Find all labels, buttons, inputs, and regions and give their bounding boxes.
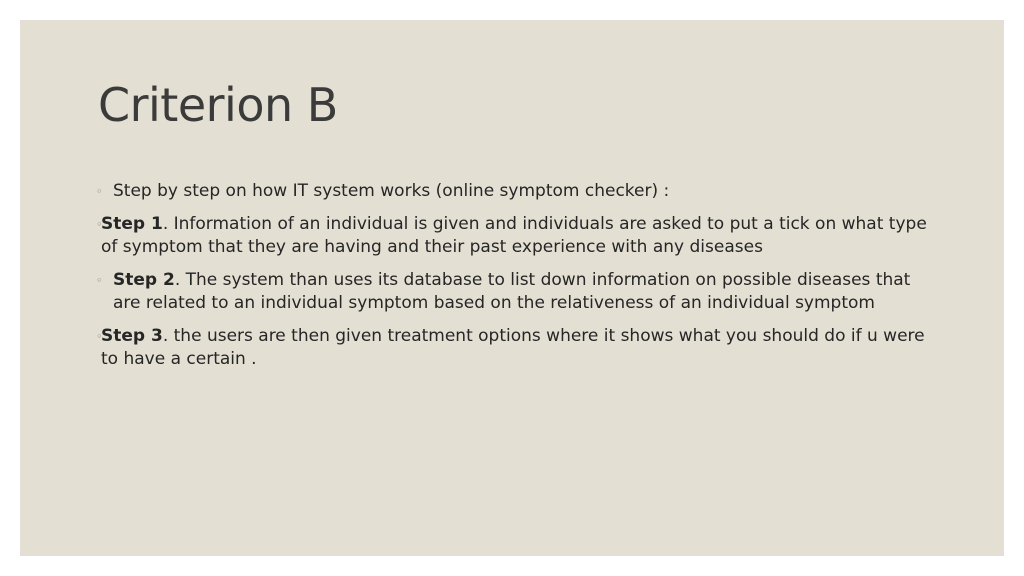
- bullet-text: . Information of an individual is given and individuals are asked to put a tick on what type of symptom that they are having and their past experience with any diseases: [101, 214, 927, 257]
- bullet-step-3: [96, 325, 936, 371]
- bullet-circle-icon: ◦: [96, 218, 103, 231]
- step-label: Step 1: [101, 214, 163, 234]
- bullet-text: . the users are then given treatment options where it shows what you should do if u were to have a certain .: [101, 326, 925, 369]
- bullet-list: [96, 180, 936, 381]
- step-label: Step 3: [101, 326, 163, 346]
- bullet-intro: [96, 180, 936, 203]
- bullet-circle-icon: ◦: [96, 185, 103, 198]
- bullet-step-1: [96, 213, 936, 259]
- bullet-text: . The system than uses its database to list down information on possible diseases that are related to an individual symptom based on the relativeness of an individual symptom: [113, 270, 911, 313]
- bullet-step-2: [96, 269, 936, 315]
- slide-title: Criterion B: [98, 78, 338, 132]
- bullet-circle-icon: ◦: [96, 330, 103, 343]
- slide: [20, 20, 1004, 556]
- step-label: Step 2: [113, 270, 175, 290]
- bullet-circle-icon: ◦: [96, 274, 103, 287]
- bullet-text: Step by step on how IT system works (online symptom checker) :: [113, 181, 670, 201]
